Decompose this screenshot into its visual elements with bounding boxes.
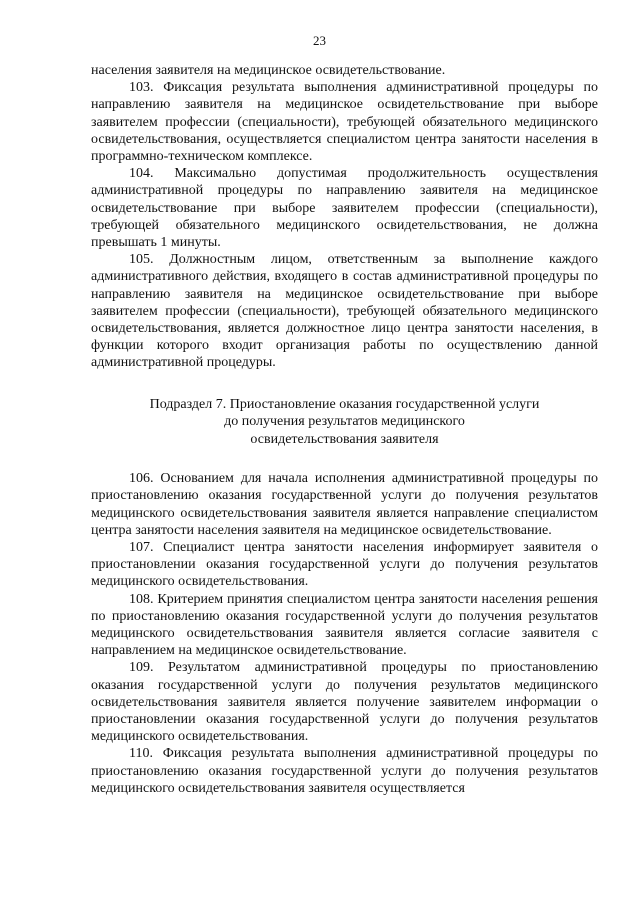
subsection-heading-line-3: освидетельствования заявителя: [250, 431, 439, 447]
paragraph-106: 106. Основанием для начала исполнения административной процедуры по приостановлению оказания государственной услуги до получения результатов медицинского освидетельствования заявителя является направление специалистом центра занятости населения заявителя на медицинское освидетельствование.: [91, 471, 598, 538]
subsection-heading-line-1: Подраздел 7. Приостановление оказания государственной услуги: [149, 396, 540, 412]
paragraph-110: 110. Фиксация результата выполнения административной процедуры по приостановлению оказания государственной услуги до получения результатов медицинского освидетельствования заявителя осуществляется: [91, 746, 598, 796]
paragraph-109: 109. Результатом административной процедуры по приостановлению оказания государственной услуги до получения результатов медицинского освидетельствования заявителя является получение заявителем информации о приостановлении оказания государственной услуги до получения результатов медицинского освидетельствования.: [91, 660, 598, 745]
subsection-heading: [91, 396, 598, 449]
paragraph-108: 108. Критерием принятия специалистом центра занятости населения решения по приостановлению оказания государственной услуги до получения результатов медицинского освидетельствования заявителя является согласие заявителя с направлением на медицинское освидетельствование.: [91, 591, 598, 659]
paragraph-continuation: населения заявителя на медицинское освидетельствование.: [91, 63, 446, 78]
paragraph-105: 105. Должностным лицом, ответственным за выполнение каждого административного действия, входящего в состав административной процедуры по направлению заявителя на медицинское освидетельствование при выборе заявителем профессии (специальности), требующей обязательного медицинского освидетельствования, является должностное лицо центра занятости населения, в функции которого входит организация работы по осуществлению данной административной процедуры.: [91, 252, 598, 371]
page-number: 23: [313, 33, 326, 48]
document-body: [91, 62, 598, 797]
subsection-heading-line-2: до получения результатов медицинского: [224, 414, 465, 430]
paragraph-107: 107. Специалист центра занятости населения информирует заявителя о приостановлении оказания государственной услуги до получения результатов медицинского освидетельствования.: [91, 539, 598, 590]
paragraph-104: 104. Максимально допустимая продолжительность осуществления административной процедуры по направлению заявителя на медицинское освидетельствование при выборе заявителем профессии (специальности), требующей обязательного медицинского освидетельствования, не должна превышать 1 минуты.: [91, 166, 598, 251]
paragraph-103: 103. Фиксация результата выполнения административной процедуры по направлению заявителя на медицинское освидетельствование при выборе заявителем профессии (специальности), требующей обязательного медицинского освидетельствования, осуществляется специалистом центра занятости населения в программно-техническом комплексе.: [91, 80, 598, 165]
